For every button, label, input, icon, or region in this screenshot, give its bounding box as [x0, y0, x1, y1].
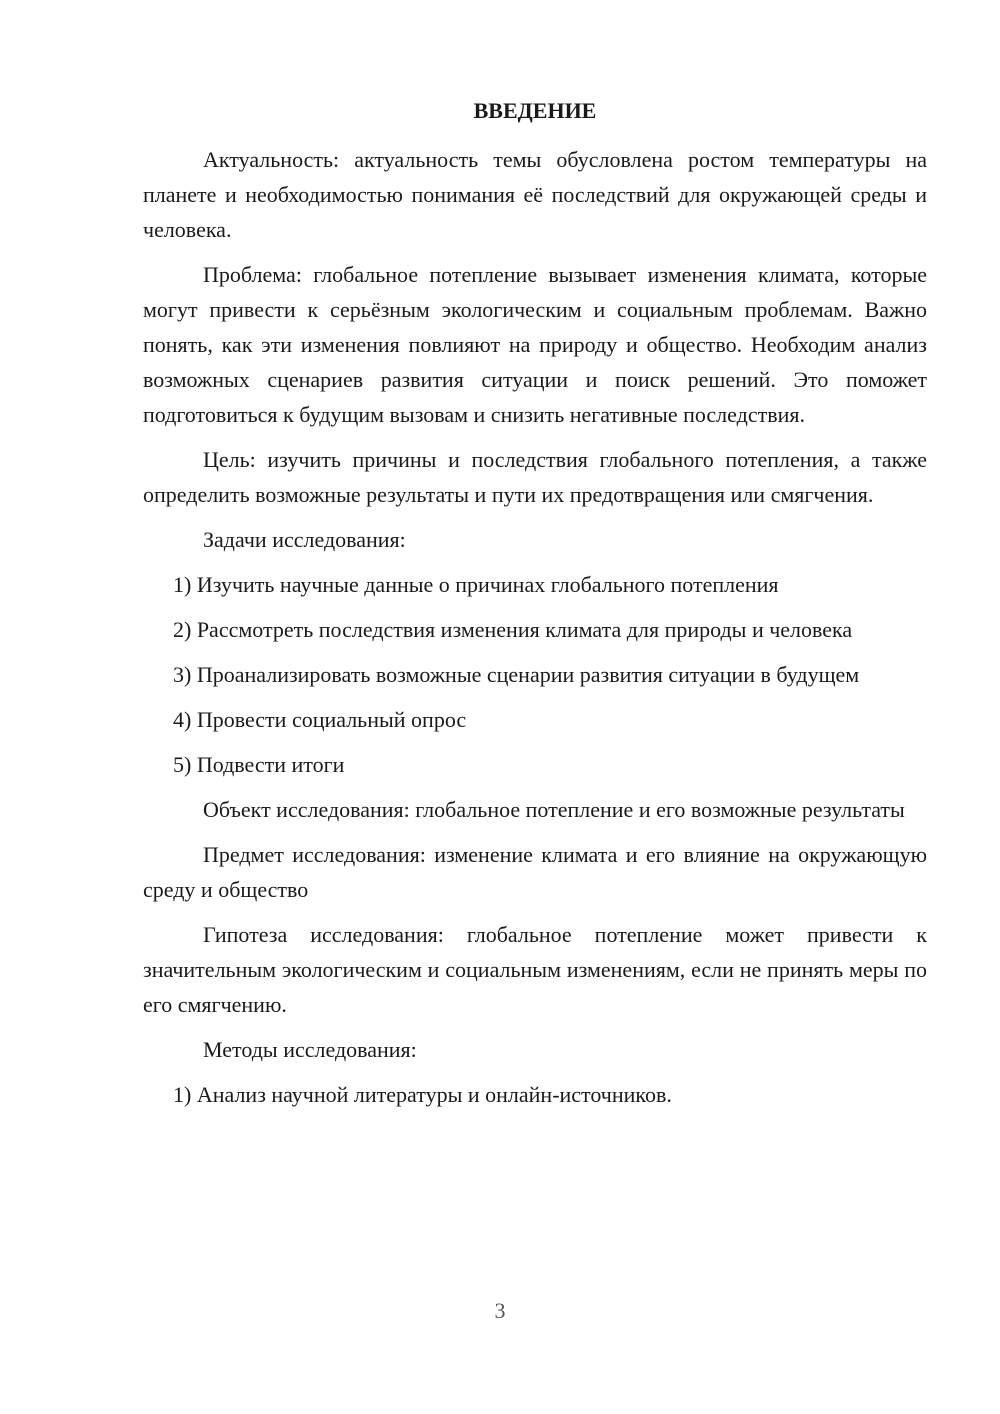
page-number: 3 — [494, 1298, 506, 1323]
paragraph-goal: Цель: изучить причины и последствия глобального потепления, а также определить возможные результаты и пути их предотвращения или смягчения. — [143, 447, 927, 507]
page-title: ВВЕДЕНИЕ — [473, 98, 597, 123]
paragraph-subject: Предмет исследования: изменение климата и его влияние на окружающую среду и общество — [143, 842, 927, 902]
paragraph-hypothesis: Гипотеза исследования: глобальное потепление может привести к значительным экологическим и социальным изменениям, если не принять меры по его смягчению. — [143, 922, 927, 1017]
task-item: 2) Рассмотреть последствия изменения климата для природы и человека — [173, 617, 853, 642]
method-item: 1) Анализ научной литературы и онлайн-источников. — [173, 1082, 672, 1107]
task-item: 1) Изучить научные данные о причинах глобального потепления — [173, 572, 779, 597]
task-item: 3) Проанализировать возможные сценарии развития ситуации в будущем — [173, 662, 860, 687]
tasks-title: Задачи исследования: — [203, 527, 406, 552]
paragraph-object: Объект исследования: глобальное потепление и его возможные результаты — [203, 797, 905, 822]
paragraph-problem: Проблема: глобальное потепление вызывает изменения климата, которые могут привести к серьёзным экологическим и социальным проблемам. Важно понять, как эти изменения повлияют на природу и общество. Необходим анализ возможных сценариев развития ситуации и поиск решений. Это поможет подготовиться к будущим вызовам и снизить негативные последствия. — [143, 262, 927, 427]
task-item: 4) Провести социальный опрос — [173, 707, 467, 732]
document-body — [143, 142, 927, 1122]
paragraph-relevance: Актуальность: актуальность темы обусловлена ростом температуры на планете и необходимостью понимания её последствий для окружающей среды и человека. — [143, 147, 927, 242]
methods-title: Методы исследования: — [203, 1037, 417, 1062]
task-item: 5) Подвести итоги — [173, 752, 345, 777]
